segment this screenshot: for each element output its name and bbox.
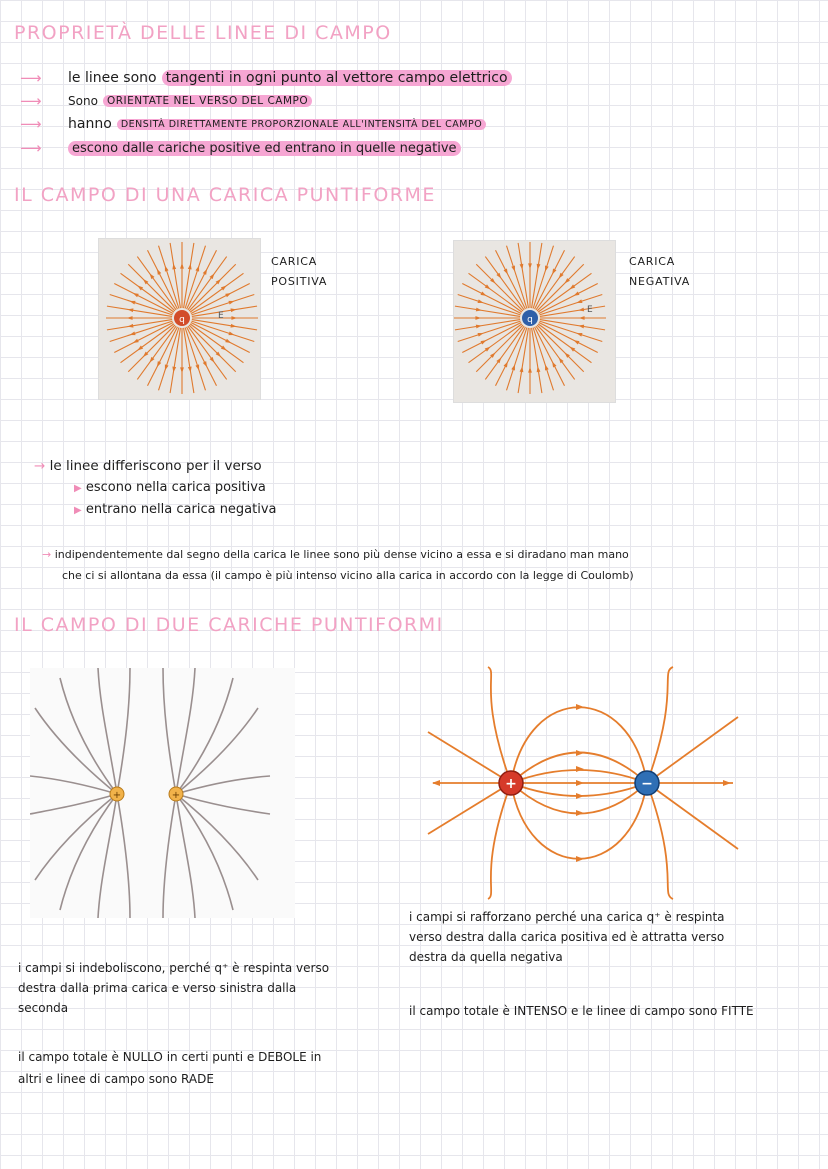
note-line: destra dalla prima carica e verso sinistra dalla (18, 981, 297, 995)
field-arrowhead (481, 292, 487, 296)
label-line-2: NEGATIVA (629, 275, 691, 288)
field-arrowhead (537, 264, 541, 270)
difference-item-2 (74, 500, 277, 521)
positive-charge-field-image (98, 238, 261, 400)
bullet-text: le linee sono (68, 70, 157, 86)
field-arrowhead (578, 308, 584, 312)
field-arrowhead (573, 340, 579, 344)
negative-charge-field-diagram (453, 240, 616, 403)
field-line (128, 325, 175, 372)
positive-charge-field-diagram (98, 238, 261, 400)
like-charges-field-image (30, 668, 295, 918)
like-charges-field-diagram (30, 668, 295, 918)
note-line: seconda (18, 1001, 69, 1015)
difference-note (34, 456, 262, 476)
field-arrowhead (188, 367, 192, 373)
negative-charge-field-image (453, 240, 616, 403)
field-arrowhead (180, 263, 184, 269)
field-vector-symbol: E (218, 311, 224, 321)
field-line (476, 264, 523, 311)
field-arrowhead (545, 364, 549, 370)
triangle-bullet-icon: ▶ (74, 505, 82, 516)
field-arrowhead (225, 293, 231, 297)
note-line: il campo totale è NULLO in certi punti e DEBOLE in (18, 1050, 322, 1064)
property-bullet-4 (20, 138, 461, 158)
field-arrowhead (576, 333, 582, 337)
field-line (476, 325, 523, 372)
field-arrowhead (180, 367, 184, 373)
field-arrowhead (127, 324, 133, 328)
field-arrowhead (203, 269, 207, 275)
field-arrowhead (203, 361, 207, 367)
density-note-line-2: che ci si allontana da essa (il campo è più intenso vicino alla carica in accordo con la legge di Coulomb) (62, 569, 634, 582)
like-charges-note (18, 958, 329, 1018)
section-title-field-line-properties: PROPRIETÀ DELLE LINEE DI CAMPO (14, 22, 392, 44)
field-arrowhead (528, 367, 532, 373)
arrow-right-icon: ⟶ (20, 115, 42, 133)
field-arrowhead (157, 361, 161, 367)
property-bullet-3 (20, 114, 486, 134)
dipole-note (409, 907, 725, 967)
field-arrowhead (573, 292, 579, 296)
field-arrowhead (511, 266, 515, 272)
bullet-highlight: escono dalle cariche positive ed entrano in quelle negative (68, 141, 461, 156)
field-line (189, 325, 236, 372)
arrow-right-icon: ⟶ (20, 92, 42, 110)
dipole-field-image (418, 662, 748, 902)
arrow-right-icon: ⟶ (20, 139, 42, 157)
field-arrowhead (476, 325, 482, 329)
field-arrowhead (478, 299, 484, 303)
field-arrowhead (578, 325, 584, 329)
property-bullet-1 (20, 68, 512, 88)
field-arrowhead (133, 339, 139, 343)
field-arrowhead (511, 364, 515, 370)
note-line: i campi si indeboliscono, perché q⁺ è respinta verso (18, 961, 330, 975)
triangle-bullet-icon: ▶ (74, 483, 82, 494)
field-arrowhead (130, 331, 136, 335)
dipole-total-note: il campo totale è INTENSO e le linee di campo sono FITTE (409, 1004, 754, 1018)
arrow-right-icon: ⟶ (20, 69, 42, 87)
field-arrowhead (552, 269, 556, 275)
field-line (537, 264, 584, 311)
field-arrowhead (195, 266, 199, 272)
field-arrowhead (478, 333, 484, 337)
bullet-highlight: ORIENTATE NEL VERSO DEL CAMPO (103, 95, 312, 107)
note-text: indipendentemente dal segno della carica le linee sono più dense vicino a essa e si diradano man mano (54, 548, 629, 561)
plus-sign: + (171, 790, 181, 801)
field-line (128, 264, 175, 311)
field-arrowhead (520, 366, 524, 372)
minus-sign: − (641, 776, 653, 792)
field-arrowhead (504, 269, 508, 275)
field-arrowhead (579, 316, 585, 320)
charge-symbol: q (179, 315, 185, 325)
difference-item-1 (74, 478, 266, 499)
field-arrowhead (228, 301, 234, 305)
note-line: destra da quella negativa (409, 950, 563, 964)
field-line (537, 325, 584, 372)
note-line: verso destra dalla carica positiva ed è attratta verso (409, 930, 725, 944)
field-arrowhead (188, 263, 192, 269)
negative-charge-label (629, 252, 690, 292)
positive-charge-label (271, 252, 327, 292)
label-line-2: POSITIVA (271, 275, 328, 288)
note-text: escono nella carica positiva (85, 480, 266, 495)
field-arrowhead (157, 269, 161, 275)
field-arrowhead (127, 316, 133, 320)
field-arrowhead (165, 266, 169, 272)
bullet-text: hanno (68, 116, 112, 132)
dipole-field-diagram (418, 662, 748, 902)
density-note-line-1 (42, 545, 629, 565)
field-arrowhead (231, 308, 237, 312)
bullet-text: Sono (68, 94, 98, 108)
field-arrowhead (545, 266, 549, 272)
plus-sign: + (505, 776, 517, 792)
arrow-right-icon: → (34, 458, 46, 474)
field-arrowhead (576, 299, 582, 303)
field-vector-symbol: E (587, 305, 593, 315)
field-arrowhead (127, 308, 133, 312)
field-arrowhead (231, 316, 237, 320)
note-line: altri e linee di campo sono RADE (18, 1072, 214, 1086)
section-title-point-charge: IL CAMPO DI UNA CARICA PUNTIFORME (14, 184, 436, 206)
note-line: i campi si rafforzano perché una carica q⁺ è respinta (409, 910, 725, 924)
field-arrowhead (195, 364, 199, 370)
plus-sign: + (112, 790, 122, 801)
field-arrowhead (165, 364, 169, 370)
arrow-right-icon: → (42, 548, 52, 561)
field-arrowhead (228, 331, 234, 335)
like-charges-total-note (18, 1046, 321, 1090)
field-arrowhead (520, 264, 524, 270)
field-arrowhead (476, 308, 482, 312)
charge-symbol: q (527, 315, 533, 325)
field-arrowhead (172, 263, 176, 269)
field-arrowhead (130, 301, 136, 305)
field-arrowhead (552, 361, 556, 367)
field-arrowhead (481, 340, 487, 344)
label-line-1: CARICA (271, 255, 318, 268)
field-arrowhead (528, 263, 532, 269)
field-arrowhead (504, 361, 508, 367)
field-arrowhead (231, 324, 237, 328)
note-text: le linee differiscono per il verso (49, 458, 262, 474)
field-arrowhead (225, 339, 231, 343)
field-arrowhead (537, 366, 541, 372)
property-bullet-2 (20, 91, 312, 111)
bullet-highlight: tangenti in ogni punto al vettore campo elettrico (162, 70, 512, 86)
field-arrowhead (475, 316, 481, 320)
note-text: entrano nella carica negativa (85, 502, 277, 517)
section-title-two-charges: IL CAMPO DI DUE CARICHE PUNTIFORMI (14, 614, 444, 636)
label-line-1: CARICA (629, 255, 676, 268)
field-line (189, 264, 236, 311)
field-arrowhead (172, 367, 176, 373)
field-arrowhead (133, 293, 139, 297)
bullet-highlight: DENSITÀ DIRETTAMENTE PROPORZIONALE ALL'INTENSITÀ DEL CAMPO (117, 119, 486, 130)
